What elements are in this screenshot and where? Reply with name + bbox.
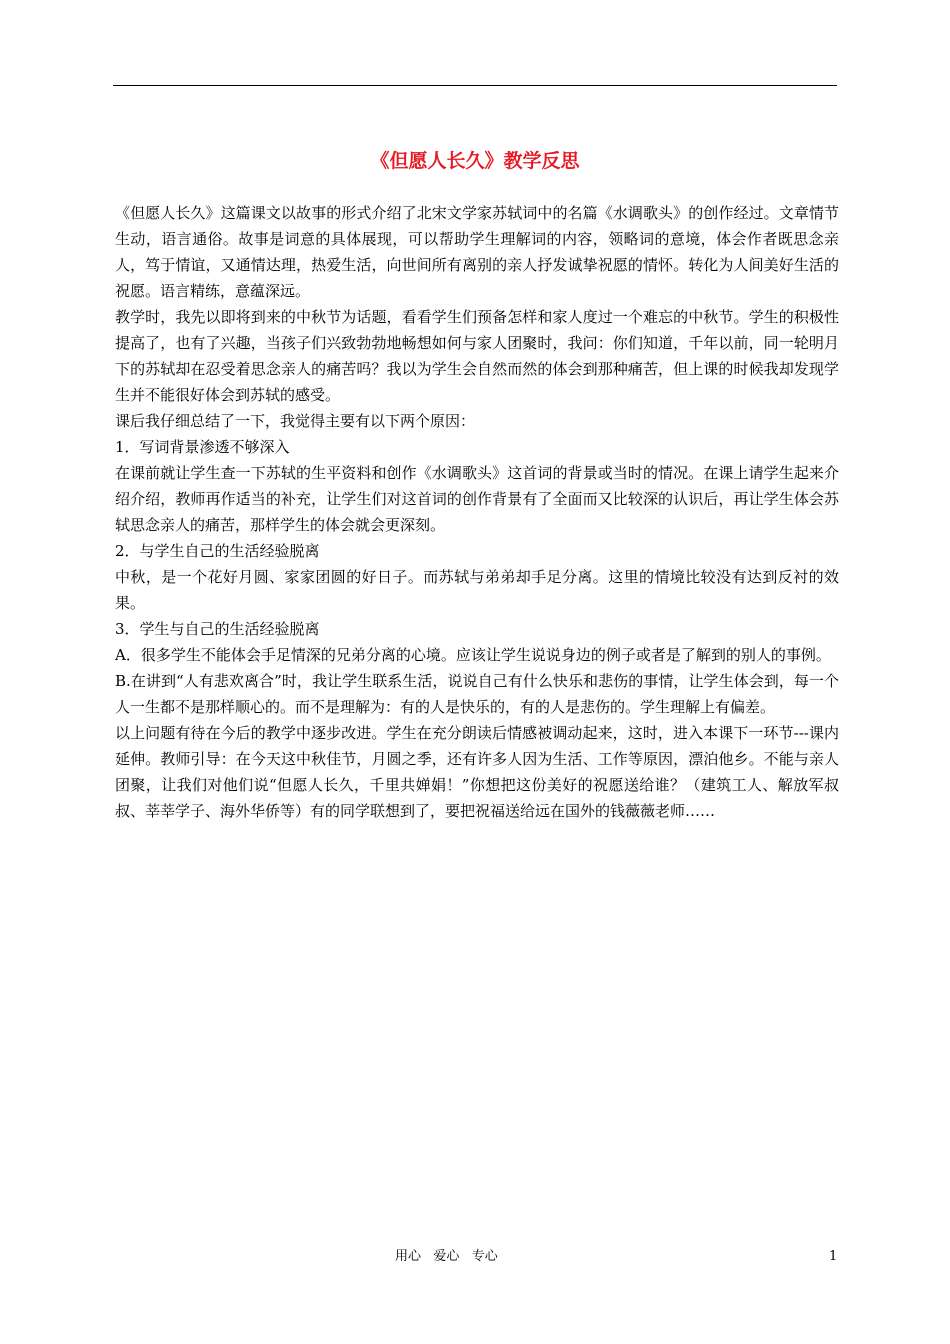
- paragraph-intro: 《但愿人长久》这篇课文以故事的形式介绍了北宋文学家苏轼词中的名篇《水调歌头》的创作经过。文章情节生动，语言通俗。故事是词意的具体展现，可以帮助学生理解词的内容，领略词的意境，体会作者既思念亲人，笃于情谊，又通情达理，热爱生活，向世间所有离别的亲人抒发诚挚祝愿的情怀。转化为人间美好生活的祝愿。语言精练，意蕴深远。: [115, 204, 839, 300]
- paragraph-reason-1: 在课前就让学生查一下苏轼的生平资料和创作《水调歌头》这首词的背景或当时的情况。在课上请学生起来介绍介绍，教师再作适当的补充，让学生们对这首词的创作背景有了全面而又比较深的认识后，再让学生体会苏轼思念亲人的痛苦，那样学生的体会就会更深刻。: [115, 464, 839, 534]
- footer-motto: 用心 爱心 专心: [395, 1249, 498, 1264]
- paragraph-summary: 课后我仔细总结了一下，我觉得主要有以下两个原因：: [115, 412, 476, 430]
- page-number: 1: [829, 1249, 838, 1264]
- heading-reason-1: 1．写词背景渗透不够深入: [115, 438, 290, 456]
- document-title: 《但愿人长久》教学反思: [370, 150, 580, 172]
- paragraph-reason-3a: A．很多学生不能体会手足情深的兄弟分离的心境。应该让学生说说身边的例子或者是了解到的别人的事例。: [115, 646, 831, 664]
- header-rule: [113, 85, 837, 86]
- paragraph-conclusion: 以上问题有待在今后的教学中逐步改进。学生在充分朗读后情感被调动起来，这时，进入本课下一环节---课内延伸。教师引导：在今天这中秋佳节，月圆之季，还有许多人因为生活、工作等原因，漂泊他乡。不能与亲人团聚，让我们对他们说“但愿人长久，千里共婵娟！”你想把这份美好的祝愿送给谁？（建筑工人、解放军叔叔、莘莘学子、海外华侨等）有的同学联想到了，要把祝福送给远在国外的钱薇薇老师……: [115, 724, 839, 820]
- paragraph-reason-2: 中秋，是一个花好月圆、家家团圆的好日子。而苏轼与弟弟却手足分离。这里的情境比较没有达到反衬的效果。: [115, 568, 839, 612]
- heading-reason-3: 3．学生与自己的生活经验脱离: [115, 620, 320, 638]
- heading-reason-2: 2．与学生自己的生活经验脱离: [115, 542, 320, 560]
- paragraph-teaching: 教学时，我先以即将到来的中秋节为话题，看看学生们预备怎样和家人度过一个难忘的中秋节。学生的积极性提高了，也有了兴趣，当孩子们兴致勃勃地畅想如何与家人团聚时，我问：你们知道，千年以前，同一轮明月下的苏轼却在忍受着思念亲人的痛苦吗？我以为学生会自然而然的体会到那种痛苦，但上课的时候我却发现学生并不能很好体会到苏轼的感受。: [115, 308, 839, 404]
- document-body: [115, 200, 839, 824]
- paragraph-reason-3b: B.在讲到“人有悲欢离合”时，我让学生联系生活，说说自己有什么快乐和悲伤的事情，让学生体会到，每一个人一生都不是那样顺心的。而不是理解为：有的人是快乐的，有的人是悲伤的。学生理解上有偏差。: [115, 672, 839, 716]
